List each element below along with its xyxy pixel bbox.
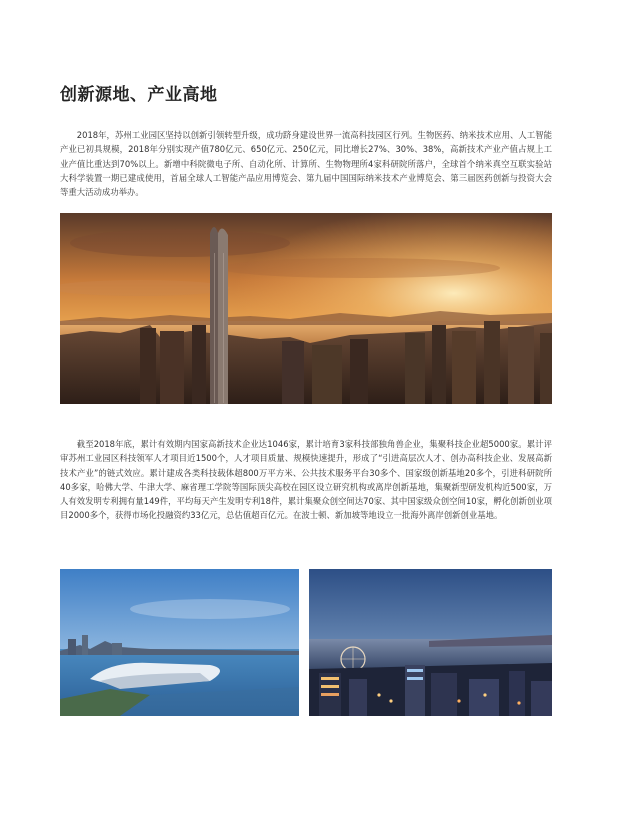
sunset-city-skyline-photo (60, 213, 552, 404)
lakeside-culture-center-photo (60, 569, 299, 716)
page-title: 创新源地、产业高地 (60, 85, 218, 105)
paragraph-achievements: 截至2018年底，累计有效期内国家高新技术企业达1046家，累计培育3家科技部独角兽企业，集聚科技企业超5000家。累计评审苏州工业园区科技领军人才项目近1500个，人才项目质量、规模快速提升，形成了“引进高层次人才、创办高科技企业、发展高新技术产业”的链式效应。累计建成各类科技载体超800万平方米、公共技术服务平台30多个、国家级创新基地20多个，引进科研院所40多家，哈佛大学、牛津大学、麻省理工学院等国际顶尖高校在园区设立研究机构或离岸创新基地，集聚新型研发机构近500家，万人有效发明专利拥有量149件，平均每天产生发明专利18件，累计集聚众创空间达70家、其中国家级众创空间10家，孵化创新创业项目2000多个，获得市场化投融资约33亿元，总估值超百亿元。在波士顿、新加坡等地设立一批海外离岸创新创业基地。 (60, 439, 552, 521)
paragraph-intro: 2018年，苏州工业园区坚持以创新引领转型升级，成功跻身建设世界一流高科技园区行列。生物医药、纳米技术应用、人工智能产业已初具规模，2018年分别实现产值780亿元、650亿元、250亿元，同比增长27%、30%、38%，高新技术产业产值占规上工业产值比重达到70%以上。新增中科院微电子所、自动化所、计算所、生物物理所4家科研院所落户，全球首个纳米真空互联实验站大科学装置一期已建成使用，首届全球人工智能产品应用博览会、第九届中国国际纳米技术产业博览会、第三届医药创新与投资大会等重大活动成功举办。 (60, 130, 552, 198)
night-city-ferris-wheel-photo (309, 569, 552, 716)
